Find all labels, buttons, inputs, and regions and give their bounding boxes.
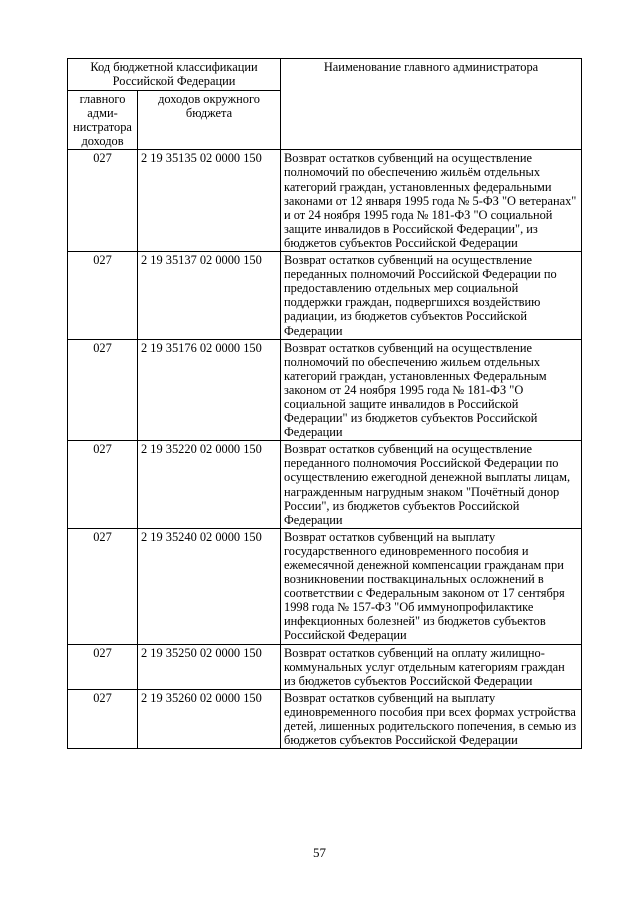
page-number: 57 <box>313 845 326 860</box>
admin-code-cell: 027 <box>68 252 138 340</box>
table-row <box>68 689 582 748</box>
admin-code-cell: 027 <box>68 339 138 441</box>
table-body <box>68 150 582 749</box>
header-administrator-name: Наименование главного администратора <box>281 59 582 150</box>
budget-classification-table <box>67 58 582 749</box>
table-row <box>68 150 582 252</box>
header-classification-code: Код бюджетной классификации Российской Федерации <box>68 59 281 91</box>
administrator-name-cell: Возврат остатков субвенций на осуществление переданного полномочия Российской Федерации по осуществлению ежегодной денежной выплаты лицам, награжденным нагрудным знаком "Почётный донор России", из бюджетов субъектов Российской Федерации <box>281 441 582 529</box>
table-row <box>68 644 582 689</box>
administrator-name-cell: Возврат остатков субвенций на осуществление полномочий по обеспечению жильем отдельных категорий граждан, установленных Федеральным законом от 24 ноября 1995 года № 181-ФЗ "О социальной защите инвалидов в Российской Федерации" из бюджетов субъектов Российской Федерации <box>281 339 582 441</box>
table-row <box>68 252 582 340</box>
admin-code-cell: 027 <box>68 689 138 748</box>
budget-code-cell: 2 19 35220 02 0000 150 <box>138 441 281 529</box>
admin-code-cell: 027 <box>68 528 138 644</box>
admin-code-cell: 027 <box>68 441 138 529</box>
header-main-administrator: главного адми-нистратора доходов <box>68 91 138 150</box>
table-row <box>68 339 582 441</box>
administrator-name-cell: Возврат остатков субвенций на оплату жилищно-коммунальных услуг отдельным категориям граждан из бюджетов субъектов Российской Федерации <box>281 644 582 689</box>
administrator-name-cell: Возврат остатков субвенций на осуществление переданных полномочий Российской Федерации по предоставлению отдельных мер социальной поддержки граждан, подвергшихся воздействию радиации, из бюджетов субъектов Российской Федерации <box>281 252 582 340</box>
table-row <box>68 528 582 644</box>
budget-code-cell: 2 19 35176 02 0000 150 <box>138 339 281 441</box>
admin-code-cell: 027 <box>68 150 138 252</box>
budget-code-cell: 2 19 35137 02 0000 150 <box>138 252 281 340</box>
administrator-name-cell: Возврат остатков субвенций на выплату единовременного пособия при всех формах устройства детей, лишенных родительского попечения, в семью из бюджетов субъектов Российской Федерации <box>281 689 582 748</box>
budget-code-cell: 2 19 35240 02 0000 150 <box>138 528 281 644</box>
budget-code-cell: 2 19 35250 02 0000 150 <box>138 644 281 689</box>
table-header <box>68 59 582 150</box>
header-district-budget-revenue: доходов окружного бюджета <box>138 91 281 150</box>
table-row <box>68 441 582 529</box>
administrator-name-cell: Возврат остатков субвенций на осуществление полномочий по обеспечению жильём отдельных категорий граждан, установленных федеральными законами от 12 января 1995 года № 5-ФЗ "О ветеранах" и от 24 ноября 1995 года № 181-ФЗ "О социальной защите инвалидов в Российской Федерации", из бюджетов субъектов Российской Федерации <box>281 150 582 252</box>
document-page <box>67 58 581 749</box>
budget-code-cell: 2 19 35260 02 0000 150 <box>138 689 281 748</box>
admin-code-cell: 027 <box>68 644 138 689</box>
administrator-name-cell: Возврат остатков субвенций на выплату государственного единовременного пособия и ежемесячной денежной компенсации гражданам при возникновении поствакцинальных осложнений в соответствии с Федеральным законом от 17 сентября 1998 года № 157-ФЗ "Об иммунопрофилактике инфекционных болезней" из бюджетов субъектов Российской Федерации <box>281 528 582 644</box>
budget-code-cell: 2 19 35135 02 0000 150 <box>138 150 281 252</box>
